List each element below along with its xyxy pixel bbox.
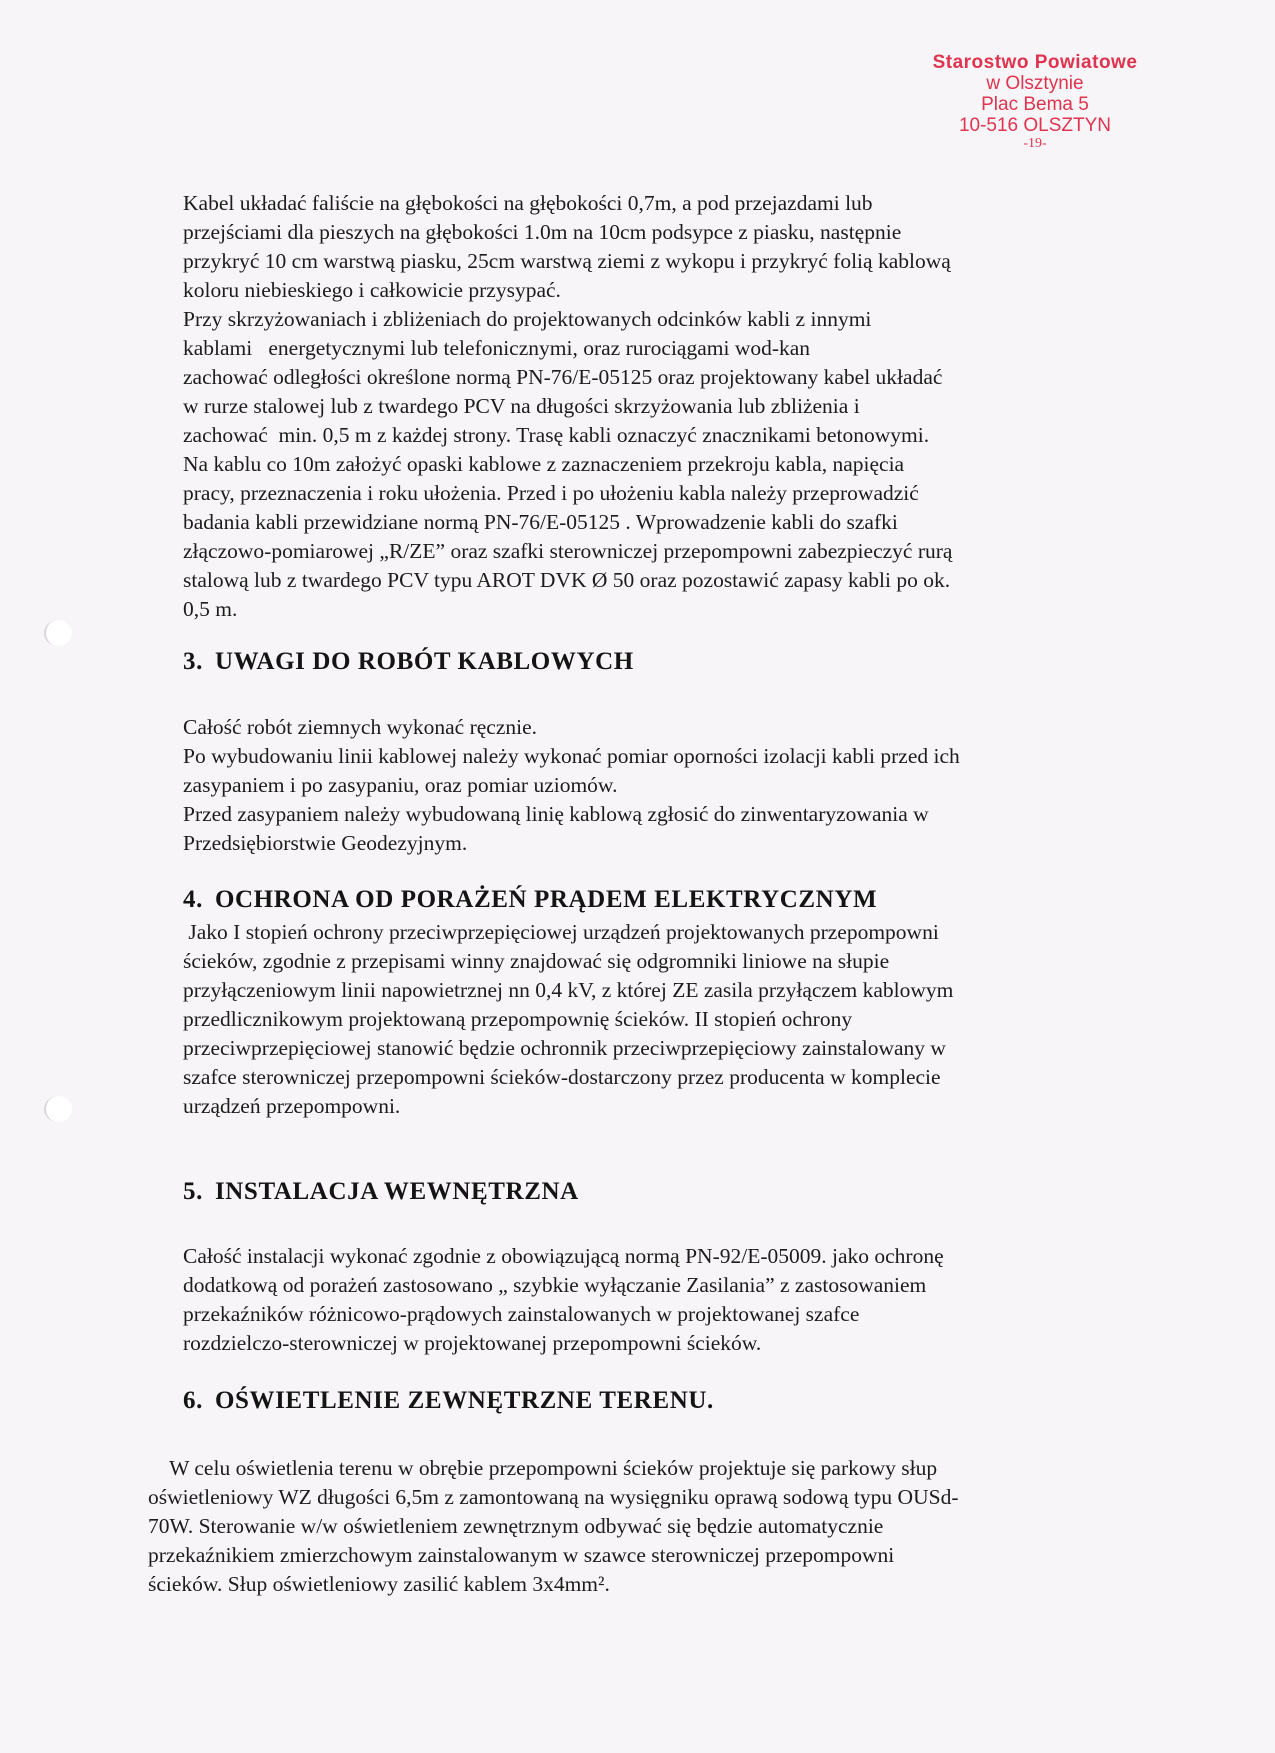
text-line: 70W. Sterowanie w/w oświetleniem zewnętrznym odbywać się będzie automatycznie bbox=[148, 1514, 884, 1538]
section-5-heading bbox=[183, 1178, 579, 1206]
text-line: badania kabli przewidziane normą PN-76/E-05125 . Wprowadzenie kabli do szafki bbox=[183, 510, 898, 534]
text-line: złączowo-pomiarowej „R/ZE” oraz szafki sterowniczej przepompowni zabezpieczyć rurą bbox=[183, 539, 953, 563]
section-6-number: 6. bbox=[183, 1387, 203, 1414]
text-line: koloru niebieskiego i całkowicie przysypać. bbox=[183, 278, 561, 302]
office-stamp bbox=[880, 52, 1190, 151]
text-line: przekaźników różnicowo-prądowych zainstalowanych w projektowanej szafce bbox=[183, 1302, 860, 1326]
text-line: dodatkową od porażeń zastosowano „ szybkie wyłączanie Zasilania” z zastosowaniem bbox=[183, 1273, 927, 1297]
text-line: urządzeń przepompowni. bbox=[183, 1094, 401, 1118]
intro-paragraph bbox=[183, 189, 952, 624]
section-3-title: UWAGI DO ROBÓT KABLOWYCH bbox=[214, 648, 634, 675]
section-4-heading bbox=[183, 886, 877, 914]
section-5-number: 5. bbox=[183, 1178, 203, 1205]
text-line: oświetleniowy WZ długości 6,5m z zamontowaną na wysięgniku oprawą sodową typu OUSd- bbox=[148, 1485, 959, 1509]
text-line: W celu oświetlenia terenu w obrębie przepompowni ścieków projektuje się parkowy słup bbox=[148, 1456, 938, 1480]
text-line: rozdzielczo-sterowniczej w projektowanej przepompowni ścieków. bbox=[183, 1331, 762, 1355]
section-4-paragraph bbox=[183, 918, 953, 1121]
text-line: ścieków. Słup oświetleniowy zasilić kablem 3x4mm². bbox=[148, 1572, 610, 1596]
text-line: przedlicznikowym projektowaną przepompownię ścieków. II stopień ochrony bbox=[183, 1007, 853, 1031]
text-line: przejściami dla pieszych na głębokości 1.0m na 10cm podsypce z piasku, następnie bbox=[183, 220, 902, 244]
text-line: Jako I stopień ochrony przeciwprzepięciowej urządzeń projektowanych przepompowni bbox=[183, 920, 939, 944]
section-6-paragraph bbox=[148, 1454, 958, 1599]
stamp-street: Plac Bema 5 bbox=[981, 94, 1089, 115]
text-line: stalową lub z twardego PCV typu AROT DVK Ø 50 oraz pozostawić zapasy kabli po ok. bbox=[183, 568, 951, 592]
stamp-office-name: Starostwo Powiatowe bbox=[932, 52, 1138, 73]
text-line: szafce sterowniczej przepompowni ścieków-dostarczony przez producenta w komplecie bbox=[183, 1065, 941, 1089]
text-line: Kabel układać faliście na głębokości na głębokości 0,7m, a pod przejazdami lub bbox=[183, 191, 873, 215]
section-6-title: OŚWIETLENIE ZEWNĘTRZNE TERENU. bbox=[214, 1387, 714, 1414]
page-number: -19- bbox=[1023, 136, 1047, 151]
text-line: Na kablu co 10m założyć opaski kablowe z zaznaczeniem przekroju kabla, napięcia bbox=[183, 452, 905, 476]
text-line: Całość robót ziemnych wykonać ręcznie. bbox=[183, 715, 538, 739]
section-5-paragraph bbox=[183, 1242, 944, 1358]
text-line: przyłączeniowym linii napowietrznej nn 0,4 kV, z której ZE zasila przyłączem kablowym bbox=[183, 978, 954, 1002]
text-line: kablami energetycznymi lub telefonicznymi, oraz rurociągami wod-kan bbox=[183, 336, 811, 360]
text-line: przekaźnikiem zmierzchowym zainstalowanym w szawce sterowniczej przepompowni bbox=[148, 1543, 895, 1567]
text-line: Przedsiębiorstwie Geodezyjnym. bbox=[183, 831, 468, 855]
text-line: Przed zasypaniem należy wybudowaną linię kablową zgłosić do zinwentaryzowania w bbox=[183, 802, 929, 826]
text-line: przeciwprzepięciowej stanowić będzie ochronnik przeciwprzepięciowy zainstalowany w bbox=[183, 1036, 946, 1060]
text-line: Całość instalacji wykonać zgodnie z obowiązującą normą PN-92/E-05009. jako ochronę bbox=[183, 1244, 944, 1268]
section-4-title: OCHRONA OD PORAŻEŃ PRĄDEM ELEKTRYCZNYM bbox=[214, 886, 878, 913]
text-line: zachować min. 0,5 m z każdej strony. Trasę kabli oznaczyć znacznikami betonowymi. bbox=[183, 423, 930, 447]
section-3-number: 3. bbox=[183, 648, 203, 675]
text-line: pracy, przeznaczenia i roku ułożenia. Przed i po ułożeniu kabla należy przeprowadzić bbox=[183, 481, 919, 505]
punch-hole bbox=[44, 1096, 72, 1122]
text-line: Po wybudowaniu linii kablowej należy wykonać pomiar oporności izolacji kabli przed ich bbox=[183, 744, 960, 768]
punch-hole bbox=[44, 620, 72, 646]
text-line: zasypaniem i po zasypaniu, oraz pomiar uziomów. bbox=[183, 773, 618, 797]
section-3-heading bbox=[183, 648, 634, 676]
text-line: Przy skrzyżowaniach i zbliżeniach do projektowanych odcinków kabli z innymi bbox=[183, 307, 872, 331]
text-line: 0,5 m. bbox=[183, 597, 238, 621]
section-5-title: INSTALACJA WEWNĘTRZNA bbox=[214, 1178, 579, 1205]
text-line: przykryć 10 cm warstwą piasku, 25cm warstwą ziemi z wykopu i przykryć folią kablową bbox=[183, 249, 951, 273]
text-line: w rurze stalowej lub z twardego PCV na długości skrzyżowania lub zbliżenia i bbox=[183, 394, 860, 418]
section-3-paragraph bbox=[183, 713, 960, 858]
stamp-postcode: 10-516 OLSZTYN bbox=[958, 115, 1112, 136]
section-6-heading bbox=[183, 1387, 714, 1415]
section-4-number: 4. bbox=[183, 886, 203, 913]
text-line: zachować odległości określone normą PN-76/E-05125 oraz projektowany kabel układać bbox=[183, 365, 943, 389]
stamp-city: w Olsztynie bbox=[986, 73, 1084, 94]
text-line: ścieków, zgodnie z przepisami winny znajdować się odgromniki liniowe na słupie bbox=[183, 949, 890, 973]
